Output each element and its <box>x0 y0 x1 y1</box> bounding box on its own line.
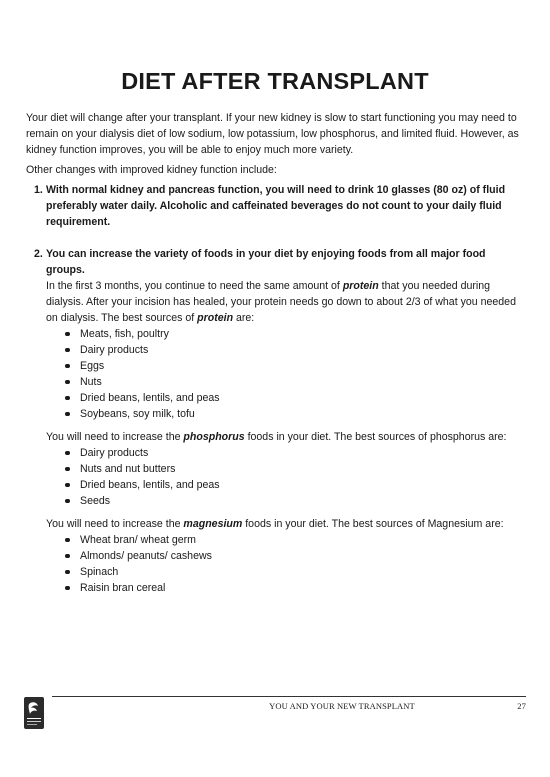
list-item: Seeds <box>64 493 526 509</box>
list-item: Almonds/ peanuts/ cashews <box>64 548 526 564</box>
list-item: Nuts <box>64 374 526 390</box>
protein-term: protein <box>342 280 379 292</box>
protein-paragraph: In the first 3 months, you continue to need the same amount of protein that you needed during dialysis. After your incision has healed, your protein needs go down to about 2/3 of what you needed on dialysis. The best sources of protein are: <box>46 280 516 324</box>
list-item: Soybeans, soy milk, tofu <box>64 406 526 422</box>
phosphorus-section <box>46 429 526 509</box>
document-body <box>26 110 526 596</box>
list-item: Wheat bran/ wheat germ <box>64 532 526 548</box>
intro-paragraph: Your diet will change after your transplant. If your new kidney is slow to start functioning you may need to remain on your dialysis diet of low sodium, low potassium, low phosphorus, and limited fluid. However, as kidney function improves, you will be able to enjoy much more variety. <box>26 112 519 156</box>
phosphorus-term: phosphorus <box>183 431 245 443</box>
protein-sources-list <box>46 326 526 422</box>
list-item: Dried beans, lentils, and peas <box>64 390 526 406</box>
other-changes-text: Other changes with improved kidney function include: <box>26 164 277 176</box>
page-number: 27 <box>517 701 526 711</box>
list-item: Raisin bran cereal <box>64 580 526 596</box>
magnesium-sources-list <box>46 532 526 596</box>
item-heading: With normal kidney and pancreas function, you will need to drink 10 glasses (80 oz) of fluid preferably water daily. Alcoholic and caffeinated beverages do not count to your daily fluid requirement. <box>46 184 506 228</box>
list-item: Dairy products <box>64 342 526 358</box>
phosphorus-paragraph: You will need to increase the phosphorus foods in your diet. The best sources of phosphorus are: <box>46 431 507 443</box>
numbered-list <box>26 182 526 596</box>
list-item: Nuts and nut butters <box>64 461 526 477</box>
list-item: Eggs <box>64 358 526 374</box>
footer-divider <box>52 696 526 697</box>
list-item: Meats, fish, poultry <box>64 326 526 342</box>
protein-section <box>46 278 526 422</box>
magnesium-paragraph: You will need to increase the magnesium foods in your diet. The best sources of Magnesium are: <box>46 518 504 530</box>
footer-title: YOU AND YOUR NEW TRANSPLANT <box>269 701 415 711</box>
list-item-1 <box>26 182 526 230</box>
phosphorus-sources-list <box>46 445 526 509</box>
list-item: Dried beans, lentils, and peas <box>64 477 526 493</box>
magnesium-section <box>46 516 526 596</box>
magnesium-term: magnesium <box>183 518 243 530</box>
list-item-2 <box>26 246 526 596</box>
clinic-logo <box>23 696 45 730</box>
item-number: 1. <box>34 184 43 196</box>
list-item: Spinach <box>64 564 526 580</box>
item-number: 2. <box>34 248 43 260</box>
protein-term: protein <box>197 312 234 324</box>
item-heading: You can increase the variety of foods in your diet by enjoying foods from all major food groups. <box>46 248 486 276</box>
list-item: Dairy products <box>64 445 526 461</box>
page-title: DIET AFTER TRANSPLANT <box>121 68 429 94</box>
